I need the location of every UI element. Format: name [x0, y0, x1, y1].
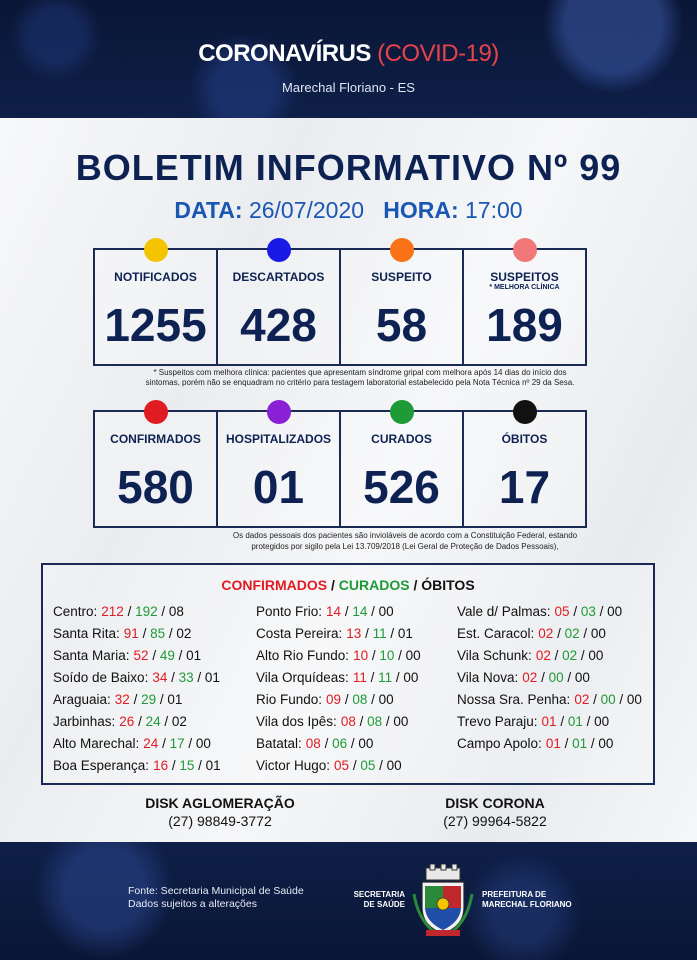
source-note: [128, 885, 304, 911]
locality-name: Vila Nova:: [457, 670, 519, 685]
deaths-count: 00: [588, 648, 604, 663]
deaths-count: 08: [168, 604, 184, 619]
secretaria-label: [340, 890, 405, 910]
confirmed-count: 16: [153, 758, 169, 773]
status-dot: [144, 400, 168, 424]
locality-name: Vale d/ Palmas:: [457, 604, 551, 619]
confirmed-count: 14: [326, 604, 342, 619]
deaths-count: 01: [205, 758, 221, 773]
separator: /: [537, 670, 549, 685]
separator: /: [174, 648, 187, 663]
separator: /: [168, 758, 180, 773]
stat-suspeitos-melhora: [462, 248, 587, 366]
cured-count: 02: [562, 648, 578, 663]
cases-legend: [43, 577, 653, 593]
confirmed-count: 34: [152, 670, 168, 685]
deaths-count: 00: [378, 604, 394, 619]
locality-name: Nossa Sra. Penha:: [457, 692, 571, 707]
separator: /: [589, 692, 601, 707]
deaths-count: 00: [195, 736, 211, 751]
confirmed-count: 212: [101, 604, 124, 619]
separator: /: [123, 604, 136, 619]
separator: /: [577, 648, 589, 663]
cured-count: 08: [352, 692, 368, 707]
separator: /: [367, 692, 379, 707]
separator: /: [587, 736, 599, 751]
locality-name: Jarbinhas:: [53, 714, 116, 729]
status-dot: [390, 238, 414, 262]
separator: /: [582, 714, 595, 729]
confirmed-count: 08: [305, 736, 321, 751]
cured-count: 11: [372, 626, 387, 641]
deaths-count: 00: [393, 714, 409, 729]
separator: /: [134, 714, 146, 729]
deaths-count: 00: [386, 758, 402, 773]
separator: /: [193, 670, 205, 685]
locality-name: Alto Marechal:: [53, 736, 140, 751]
stat-label: CURADOS: [371, 432, 432, 446]
cured-count: 14: [352, 604, 368, 619]
legend-confirmed: CONFIRMADOS: [221, 577, 328, 593]
separator: /: [148, 648, 160, 663]
stat-label: CONFIRMADOS: [110, 432, 201, 446]
disk-aglomeracao: [135, 795, 305, 829]
cured-count: 15: [179, 758, 195, 773]
separator: /: [550, 648, 563, 663]
date-label: DATA:: [174, 197, 243, 223]
locality-cases-panel: [41, 563, 655, 785]
stat-obitos: [462, 410, 587, 528]
separator: /: [355, 714, 368, 729]
disk-phone: (27) 99964-5822: [443, 813, 547, 829]
suspects-note: * Suspeitos com melhora clínica: pacientes que apresentam síndrome gripal com melhora após 14 dias do início dos sintomas, porém não se enquadram no critério para testagem laboratorial estabelecido pela Nota Técnica nº 29 da Sesa.: [145, 368, 575, 387]
separator: /: [138, 626, 151, 641]
stat-value: 189: [486, 299, 563, 351]
separator: /: [158, 736, 170, 751]
cured-count: 02: [564, 626, 580, 641]
separator: /: [375, 758, 387, 773]
locality-column: [53, 601, 221, 777]
separator: /: [563, 670, 575, 685]
deaths-count: 02: [171, 714, 187, 729]
separator: /: [184, 736, 196, 751]
confirmed-count: 32: [114, 692, 130, 707]
locality-row: [457, 623, 642, 645]
footer-banner: [0, 842, 697, 960]
separator: /: [556, 714, 568, 729]
deaths-count: 01: [186, 648, 202, 663]
source-line: Fonte: Secretaria Municipal de Saúde: [128, 885, 304, 897]
locality-name: Vila Orquídeas:: [256, 670, 349, 685]
stat-sublabel: * MELHORA CLÍNICA: [489, 284, 560, 291]
bulletin-title: BOLETIM INFORMATIVO Nº 99: [75, 147, 622, 188]
confirmed-count: 09: [326, 692, 342, 707]
locality-name: Soído de Baixo:: [53, 670, 149, 685]
brand-name: CORONAVÍRUS: [198, 40, 371, 67]
confirmed-count: 24: [143, 736, 159, 751]
stat-label: NOTIFICADOS: [114, 270, 197, 284]
stat-value: 58: [375, 299, 428, 351]
separator: /: [129, 692, 142, 707]
locality-name: Victor Hugo:: [256, 758, 331, 773]
separator: /: [392, 670, 404, 685]
stat-confirmados: [93, 410, 218, 528]
confirmed-count: 05: [334, 758, 350, 773]
separator: /: [361, 626, 373, 641]
separator: /: [167, 670, 179, 685]
disk-phone: (27) 98849-3772: [168, 813, 272, 829]
locality-row: [256, 733, 421, 755]
confirmed-count: 05: [554, 604, 570, 619]
status-dot: [513, 238, 537, 262]
locality-row: [256, 755, 421, 777]
status-dot: [513, 400, 537, 424]
stat-value: 526: [363, 461, 440, 513]
locality-name: Centro:: [53, 604, 98, 619]
cured-count: 24: [145, 714, 161, 729]
locality-column: [256, 601, 421, 777]
cured-count: 00: [548, 670, 564, 685]
header-banner: [0, 0, 697, 118]
time-label: HORA:: [383, 197, 459, 223]
locality-name: Boa Esperança:: [53, 758, 150, 773]
legend-separator: /: [409, 577, 422, 593]
cured-count: 08: [367, 714, 383, 729]
locality-row: [256, 667, 421, 689]
cured-count: 05: [360, 758, 376, 773]
locality-row: [457, 711, 642, 733]
locality-row: [53, 733, 221, 755]
stat-label: DESCARTADOS: [232, 270, 325, 284]
separator: /: [382, 714, 394, 729]
stat-value: 1255: [104, 299, 207, 351]
deaths-count: 00: [598, 736, 614, 751]
separator: /: [553, 626, 565, 641]
cured-count: 10: [379, 648, 395, 663]
deaths-count: 00: [378, 692, 394, 707]
separator: /: [194, 758, 206, 773]
separator: /: [368, 648, 380, 663]
prefeitura-label: [482, 890, 572, 910]
locality-name: Santa Maria:: [53, 648, 130, 663]
separator: /: [560, 736, 573, 751]
separator: /: [386, 626, 398, 641]
legend-deaths: ÓBITOS: [421, 577, 475, 593]
locality-name: Costa Pereira:: [256, 626, 343, 641]
stat-label: SUSPEITOS: [490, 270, 559, 284]
cured-count: 01: [572, 736, 588, 751]
stat-descartados: [216, 248, 341, 366]
locality-name: Santa Rita:: [53, 626, 120, 641]
separator: /: [320, 736, 333, 751]
date-value: 26/07/2020: [248, 197, 365, 223]
separator: /: [367, 604, 379, 619]
separator: /: [366, 670, 379, 685]
locality-row: [53, 645, 221, 667]
locality-name: Vila dos Ipês:: [256, 714, 337, 729]
prefeitura-line: MARECHAL FLORIANO: [482, 900, 572, 909]
stat-hospitalizados: [216, 410, 341, 528]
separator: /: [347, 736, 359, 751]
confirmed-count: 10: [353, 648, 369, 663]
cured-count: 49: [159, 648, 175, 663]
separator: /: [615, 692, 627, 707]
confirmed-count: 11: [352, 670, 367, 685]
source-line: Dados sujeitos a alterações: [128, 898, 257, 910]
confirmed-count: 91: [123, 626, 139, 641]
separator: /: [341, 692, 353, 707]
stat-notificados: [93, 248, 218, 366]
cured-count: 192: [135, 604, 158, 619]
separator: /: [394, 648, 406, 663]
locality-row: [256, 711, 421, 733]
confirmed-count: 26: [119, 714, 135, 729]
stats-top-grid: [93, 248, 585, 366]
cured-count: 01: [567, 714, 583, 729]
status-dot: [144, 238, 168, 262]
locality-name: Araguaia:: [53, 692, 111, 707]
separator: /: [595, 604, 608, 619]
locality-row: [457, 689, 642, 711]
stat-value: 01: [252, 461, 305, 513]
stat-value: 17: [498, 461, 551, 513]
locality-row: [53, 623, 221, 645]
deaths-count: 00: [405, 648, 421, 663]
time-value: 17:00: [465, 197, 523, 223]
legend-separator: /: [327, 577, 339, 593]
deaths-count: 00: [594, 714, 610, 729]
locality-name: Ponto Frio:: [256, 604, 323, 619]
stat-value: 580: [117, 461, 194, 513]
prefeitura-line: PREFEITURA DE: [482, 890, 547, 899]
locality-name: Vila Schunk:: [457, 648, 532, 663]
locality-name: Rio Fundo:: [256, 692, 323, 707]
confirmed-count: 02: [538, 626, 554, 641]
locality-row: [53, 601, 221, 623]
locality-row: [457, 645, 642, 667]
locality-column: [457, 601, 642, 755]
privacy-note: Os dados pessoais dos pacientes são invioláveis de acordo com a Constituição Federal, estando protegidos por sigilo pela Lei 13.709/2018 (Lei Geral de Proteção de Dados Pessoais),: [232, 531, 578, 551]
cured-count: 29: [141, 692, 157, 707]
cured-count: 17: [169, 736, 185, 751]
cured-count: 00: [600, 692, 616, 707]
city-name: Marechal Floriano - ES: [282, 80, 415, 95]
separator: /: [349, 758, 361, 773]
locality-row: [256, 645, 421, 667]
deaths-count: 00: [626, 692, 642, 707]
deaths-count: 02: [176, 626, 192, 641]
locality-row: [457, 601, 642, 623]
stat-label: SUSPEITO: [371, 270, 432, 284]
confirmed-count: 01: [545, 736, 561, 751]
locality-name: Batatal:: [256, 736, 302, 751]
stat-value: 428: [240, 299, 317, 351]
status-dot: [390, 400, 414, 424]
cured-count: 06: [332, 736, 348, 751]
locality-name: Trevo Paraju:: [457, 714, 538, 729]
locality-row: [53, 689, 221, 711]
confirmed-count: 02: [535, 648, 551, 663]
status-dot: [267, 238, 291, 262]
separator: /: [569, 604, 581, 619]
locality-row: [256, 623, 421, 645]
locality-row: [53, 667, 221, 689]
separator: /: [579, 626, 591, 641]
confirmed-count: 01: [541, 714, 557, 729]
deaths-count: 00: [403, 670, 419, 685]
separator: /: [156, 692, 168, 707]
secretaria-line: DE SAÚDE: [363, 900, 405, 909]
cured-count: 33: [178, 670, 194, 685]
deaths-count: 00: [590, 626, 606, 641]
stat-suspeito: [339, 248, 464, 366]
confirmed-count: 08: [340, 714, 356, 729]
confirmed-count: 02: [522, 670, 538, 685]
cured-count: 85: [150, 626, 166, 641]
municipal-crest-icon: [412, 864, 474, 938]
separator: /: [160, 714, 172, 729]
separator: /: [341, 604, 353, 619]
locality-row: [457, 733, 642, 755]
locality-name: Campo Apolo:: [457, 736, 542, 751]
stat-curados: [339, 410, 464, 528]
deaths-count: 00: [574, 670, 590, 685]
deaths-count: 01: [397, 626, 413, 641]
legend-cured: CURADOS: [338, 577, 410, 593]
brand-title: [0, 40, 697, 68]
stat-label: HOSPITALIZADOS: [225, 432, 332, 446]
confirmed-count: 02: [574, 692, 590, 707]
locality-row: [256, 689, 421, 711]
status-dot: [267, 400, 291, 424]
locality-row: [256, 601, 421, 623]
disk-title: DISK AGLOMERAÇÃO: [145, 795, 295, 811]
stats-bottom-grid: [93, 410, 585, 528]
locality-row: [457, 667, 642, 689]
cured-count: 11: [378, 670, 393, 685]
locality-row: [53, 711, 221, 733]
cured-count: 03: [580, 604, 596, 619]
disk-title: DISK CORONA: [445, 795, 545, 811]
confirmed-count: 13: [346, 626, 362, 641]
locality-name: Alto Rio Fundo:: [256, 648, 350, 663]
locality-row: [53, 755, 221, 777]
secretaria-line: SECRETARIA: [353, 890, 405, 899]
deaths-count: 00: [607, 604, 623, 619]
separator: /: [165, 626, 177, 641]
stat-label: ÓBITOS: [501, 432, 548, 446]
disk-corona: [420, 795, 570, 829]
separator: /: [157, 604, 169, 619]
confirmed-count: 52: [133, 648, 149, 663]
locality-name: Est. Caracol:: [457, 626, 535, 641]
deaths-count: 01: [204, 670, 220, 685]
deaths-count: 01: [167, 692, 183, 707]
brand-tag: (COVID-19): [377, 40, 499, 67]
deaths-count: 00: [358, 736, 374, 751]
date-line: [0, 197, 697, 224]
